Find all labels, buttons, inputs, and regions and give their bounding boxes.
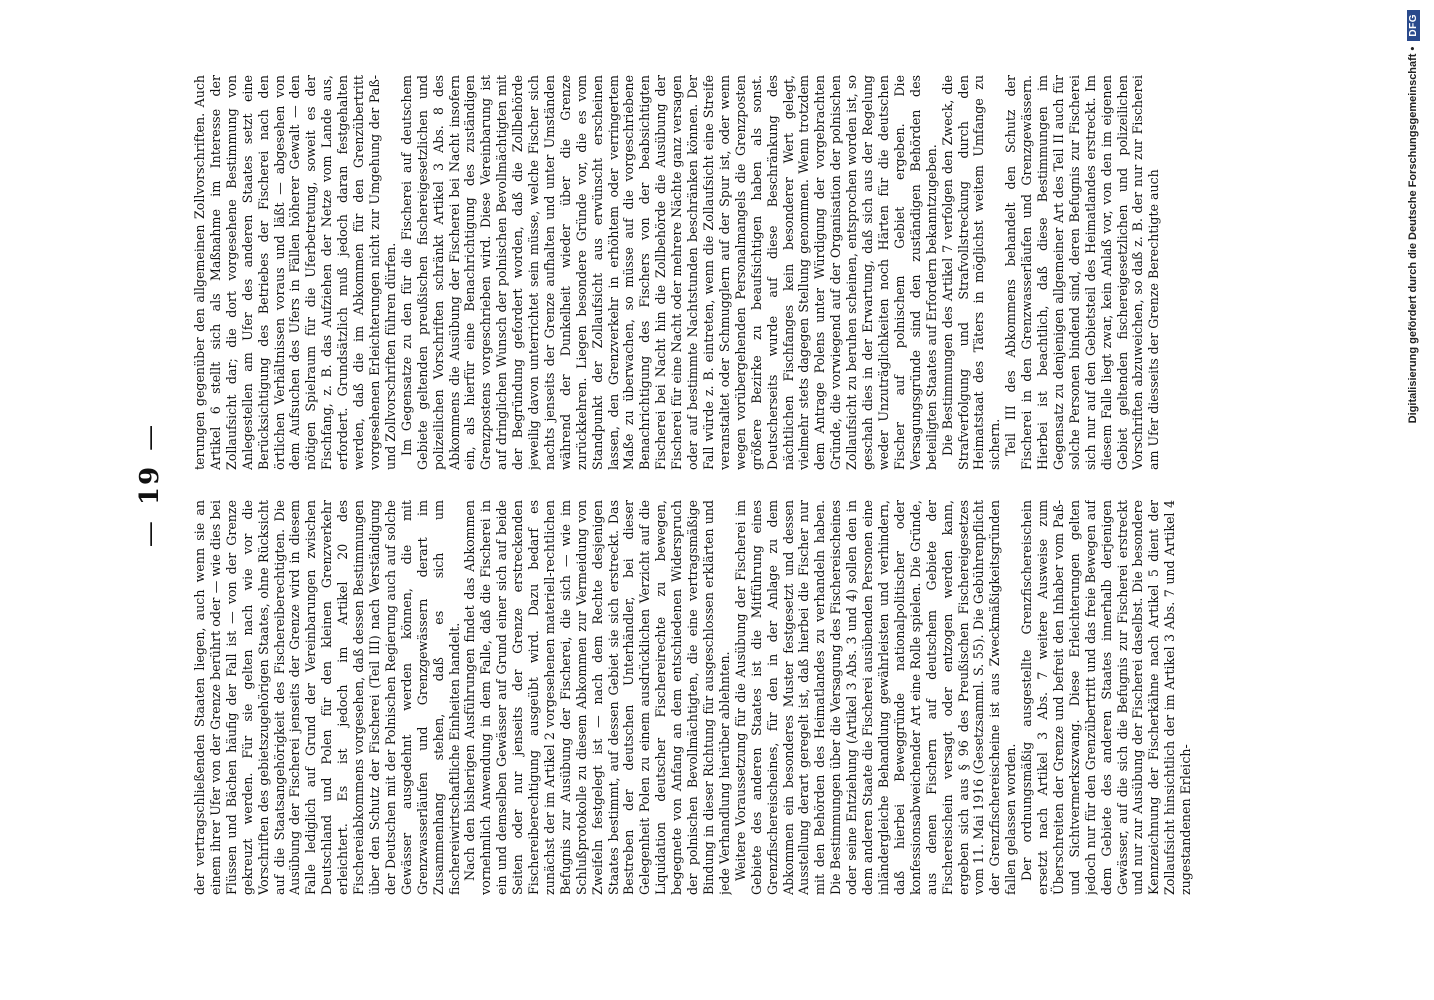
- digitization-credit: [1395, 10, 1431, 990]
- paragraph: Die Bestimmungen des Artikel 7 verfolgen den Zweck, die Strafverfolgung und Strafvollstreckung durch den Heimatstaat des Täters in möglichst weitem Umfange zu sichern.: [939, 75, 1003, 470]
- dfg-logo: DFG: [1407, 10, 1420, 41]
- paragraph: Teil III des Abkommens behandelt den Schutz der Fischerei in den Grenzwasserläufen und Grenzgewässern. Hierbei ist beachtlich, daß diese Bestimmungen im Gegensatz zu denjenigen allgemeiner Art des Teil II auch für solche Personen bindend sind, deren Befugnis zur Fischerei sich nur auf den Gebietsteil des Heimatlandes erstreckt. Im diesem Falle liegt zwar, kein Anlaß vor, von den im eigenen Gebiet geltenden fischereigesetzlichen und polizeilichen Vorschriften abzuweichen, so daß z. B. der nur zur Fischerei am Ufer diesseits der Grenze Berechtigte auch: [1003, 75, 1162, 470]
- paragraph: Im Gegensatze zu den für die Fischerei auf deutschem Gebiete geltenden preußischen fischereigesetzlichen und polizeilichen Vorschriften schränkt Artikel 3 Abs. 8 des Abkommens die Ausübung der Fischerei bei Nacht insofern ein, als hierfür eine Benachrichtigung des zuständigen Grenzpostens vorgeschrieben wird. Diese Vereinbarung ist auf dringlichen Wunsch der polnischen Bevollmächtigten mit der Begründung gefordert worden, daß die Zollbehörde jeweilig davon unterrichtet sein müsse, welche Fischer sich nachts jenseits der Grenze aufhalten und unter Umständen während der Dunkelheit wieder über die Grenze zurückkehren. Liegen besondere Gründe vor, die es vom Standpunkt der Zollaufsicht aus erwünscht erscheinen lassen, den Grenzverkehr in erhöhtem oder verringertem Maße zu überwachen, so müsse auf die vorgeschriebene Benachrichtigung des Fischers von der beabsichtigten Fischerei bei Nacht hin die Zollbehörde die Ausübung der Fischerei für eine Nacht oder mehrere Nächte ganz versagen oder auf bestimmte Nachtstunden beschränken können. Der Fall würde z. B. eintreten, wenn die Zollaufsicht eine Streife veranstaltet oder Schmugglern auf der Spur ist, oder wenn wegen vorübergehenden Personalmangels die Grenzposten größere Bezirke zu beaufsichtigen haben als sonst. Deutscherseits wurde auf diese Beschränkung des nächtlichen Fischfanges kein besonderer Wert gelegt, vielmehr stets dagegen Stellung genommen. Wenn trotzdem dem Antrage Polens unter Würdigung der vorgebrachten Gründe, die vorwiegend auf der Organisation der polnischen Zollaufsicht zu beruhen scheinen, entsprochen worden ist, so geschah dies in der Erwartung, daß sich aus der Regelung weder Unzuträglichkeiten noch Härten für die deutschen Fischer auf polnischem Gebiet ergeben. Die Versagungsgründe sind den zuständigen Behörden des beteiligten Staates auf Erfordern bekanntzugeben.: [398, 75, 939, 470]
- header-dash-left: —: [135, 519, 165, 548]
- paragraph: terungen gegenüber den allgemeinen Zollvorschriften. Auch Artikel 6 stellt sich als Maßnahme im Interesse der Zollaufsicht dar; die dort vorgesehene Bestimmung von Anlegestellen am Ufer des anderen Staates setzt eine Berücksichtigung des Betriebes der Fischerei nach den örtlichen Verhältnissen voraus und läßt — abgesehen von dem Aufsuchen des Ufers in Fällen höherer Gewalt — den nötigen Spielraum für die Uferbetretung, soweit es der Fischfang, z. B. das Aufziehen der Netze vom Lande aus, erfordert. Grundsätzlich muß jedoch daran festgehalten werden, daß die im Abkommen für den Grenzübertritt vorgesehenen Erleichterungen nicht zur Umgehung der Paß- und Zollvorschriften führen dürfen.: [192, 75, 398, 470]
- header-dash-right: —: [135, 422, 165, 451]
- paragraph: Der ordnungsmäßig ausgestellte Grenzfischereischein ersetzt nach Artikel 3 Abs. 7 weitere Ausweise zum Überschreiten der Grenze und befreit den Inhaber vom Paß- und Sichtvermerkszwang. Diese Erleichterungen gelten jedoch nur für den Grenzübertritt und das freie Bewegen auf dem Gebiete des anderen Staates innerhalb derjenigen Gewässer, auf die sich die Befugnis zur Fischerei erstreckt und nur zur Ausübung der Fischerei daselbst. Die besondere Kennzeichnung der Fischerkähne nach Artikel 5 dient der Zollaufsicht hinsichtlich der im Artikel 3 Abs. 7 und Artikel 4 zugestandenen Erleich-: [1019, 500, 1194, 895]
- credit-text: Digitalisierung gefördert durch die Deutsche Forschungsgemeinschaft •: [1407, 46, 1419, 424]
- paragraph: der vertragschließenden Staaten liegen, auch wenn sie an einem ihrer Ufer von der Grenze berührt oder — wie dies bei Flüssen und Bächen häufig der Fall ist — von der Grenze gekreuzt werden. Für sie gelten nach wie vor die Vorschriften des gebietszugehörigen Staates, ohne Rücksicht auf die Staatsangehörigkeit des Fischereiberechtigten. Die Ausübung der Fischerei jenseits der Grenze wird in diesem Falle lediglich auf Grund der Vereinbarungen zwischen Deutschland und Polen für den kleinen Grenzverkehr erleichtert. Es ist jedoch im Artikel 20 des Fischereiabkommens vorgesehen, daß dessen Bestimmungen über den Schutz der Fischerei (Teil III) nach Verständigung der Deutschen mit der Polnischen Regierung auch auf solche Gewässer ausgedehnt werden können, die mit Grenzwasserläufen und Grenzgewässern derart im Zusammenhang stehen, daß es sich um fischereiwirtschaftliche Einheiten handelt.: [192, 500, 462, 895]
- paragraph: Weitere Voraussetzung für die Ausübung der Fischerei im Gebiete des anderen Staates ist die Mitführung eines Grenzfischereischeines, für den in der Anlage zu dem Abkommen ein besonderes Muster festgesetzt und dessen Ausstellung derart geregelt ist, daß hierbei die Fischer nur mit den Behörden des Heimatlandes zu verhandeln haben. Die Bestimmungen über die Versagung des Fischereischeines oder seine Entziehung (Artikel 3 Abs. 3 und 4) sollen den in dem anderen Staate die Fischerei ausübenden Personen eine inländergleiche Behandlung gewährleisten und verhindern, daß hierbei Beweggründe nationalpolitischer oder konfessionsabweichender Art eine Rolle spielen. Die Gründe, aus denen Fischern auf deutschem Gebiete der Fischereischein versagt oder entzogen werden kann, ergeben sich aus § 96 des Preußischen Fischereigesetzes vom 11. Mai 1916 (Gesetzsamml. S. 55). Die Gebührenpflicht der Grenzfischereischeine ist aus Zweckmäßigkeitsgründen fallen gelassen worden.: [732, 500, 1019, 895]
- right-text-column: [192, 75, 1272, 470]
- left-text-column: [192, 500, 1272, 895]
- page-header: [120, 75, 180, 895]
- page-number: 19: [135, 464, 165, 506]
- document-page: [120, 75, 1310, 895]
- paragraph: Nach den bisherigen Ausführungen findet das Abkommen vornehmlich Anwendung in dem Falle, daß die Fischerei in ein und demselben Gewässer auf Grund einer sich auf beide Seiten oder nur jenseits der Grenze erstreckenden Fischereiberechtigung ausgeübt wird. Dazu bedarf es zunächst der im Artikel 2 vorgesehenen materiell-rechtlichen Befugnis zur Ausübung der Fischerei, die sich — wie im Schlußprotokolle zu diesem Abkommen zur Vermeidung von Zweifeln festgelegt ist — nach dem Rechte desjenigen Staates bestimmt, auf dessen Gebiet sie sich erstreckt. Das Bestreben der deutschen Unterhändler, bei dieser Gelegenheit Polen zu einem ausdrücklichen Verzicht auf die Liquidation deutscher Fischereirechte zu bewegen, begegnete von Anfang an dem entschiedenen Widerspruch der polnischen Bevollmächtigten, die eine vertragsmäßige Bindung in dieser Richtung für ausgeschlossen erklärten und jede Verhandlung hierüber ablehnten.: [462, 500, 732, 895]
- credit-strip: [1395, 10, 1431, 990]
